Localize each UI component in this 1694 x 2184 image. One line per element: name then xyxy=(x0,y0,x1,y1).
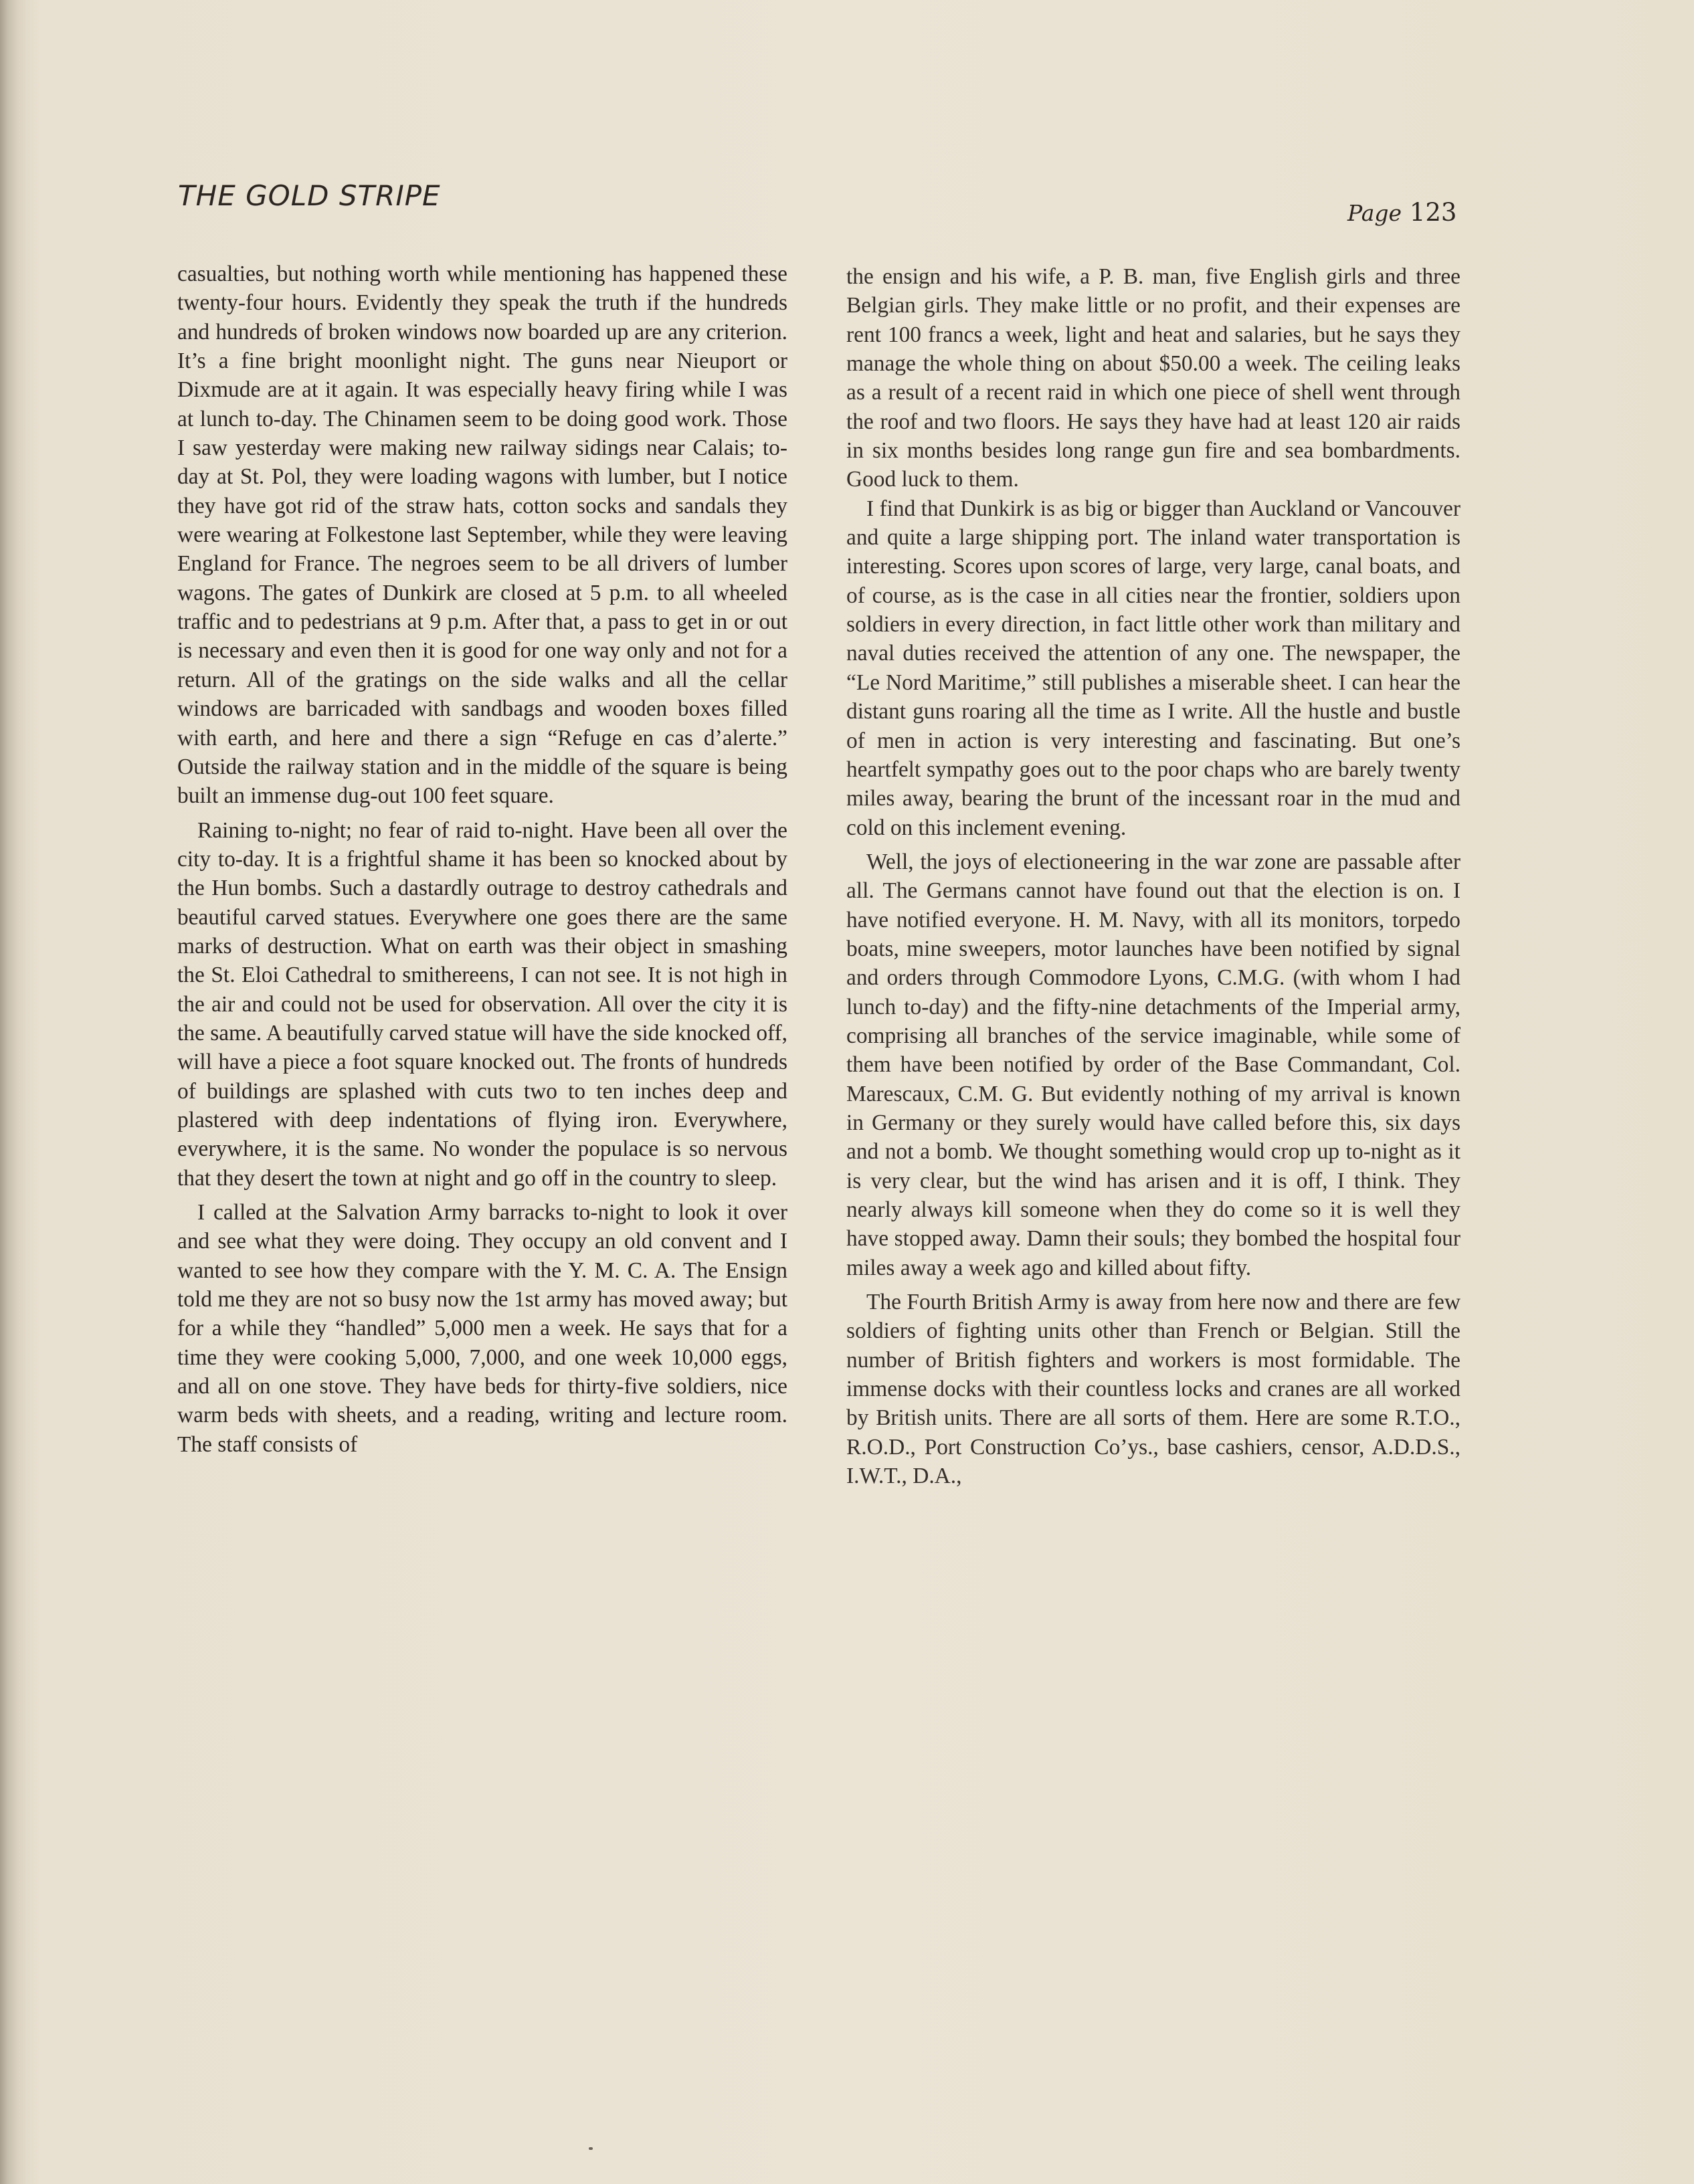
paragraph-left-2: Raining to-night; no fear of raid to-night. Have been all over the city to-day. It is a frightful shame it has been so knocked about by the Hun bombs. Such a dastardly outrage to destroy cathedrals and beautiful carved statues. Everywhere one goes there are the same marks of destruction. What on earth was their object in smashing the St. Eloi Cathedral to smithereens, I can not see. It is not high in the air and could not be used for observation. All over the city it is the same. A beautifully carved statue will have the side knocked off, will have a piece a foot square knocked out. The fronts of hundreds of buildings are splashed with cuts two to ten inches deep and plastered with deep indentations of flying iron. Everywhere, everywhere, it is the same. No wonder the populace is so nervous that they desert the town at night and go off in the country to sleep. xyxy=(177,817,787,1191)
left-column xyxy=(177,260,787,1459)
binding-edge xyxy=(0,0,27,2184)
paper-speck xyxy=(589,2147,593,2150)
paragraph-left-1: casualties, but nothing worth while mentioning has happened these twenty-four hours. Evidently they speak the truth if the hundreds and hundreds of broken windows now boarded up are any criterion. It’s a fine bright moonlight night. The guns near Nieuport or Dixmude are at it again. It was especially heavy firing while I was at lunch to-day. The Chinamen seem to be doing good work. Those I saw yesterday were making new railway sidings near Calais; to-day at St. Pol, they were loading wagons with lumber, but I notice they have got rid of the straw hats, cotton socks and sandals they were wearing at Folkestone last September, while they were leaving England for France. The negroes seem to be all drivers of lumber wagons. The gates of Dunkirk are closed at 5 p.m. to all wheeled traffic and to pedestrians at 9 p.m. After that, a pass to get in or out is necessary and even then it is good for one way only and not for a return. All of the gratings on the side walks and all the cellar windows are barricaded with sandbags and wooden boxes filled with earth, and here and there a sign “Refuge en cas d’alerte.” Outside the railway station and in the middle of the square is being built an immense dug-out 100 feet square. xyxy=(177,262,787,809)
page-number xyxy=(1347,198,1456,227)
paragraph-right-1: the ensign and his wife, a P. B. man, five English girls and three Belgian girls. They make little or no profit, and their expenses are rent 100 francs a week, light and heat and salaries, but he says they manage the whole thing on about $50.00 a week. The ceiling leaks as a result of a recent raid in which one piece of shell went through the roof and two floors. He says they have had at least 120 air raids in six months besides long range gun fire and sea bombardments. Good luck to them. xyxy=(846,264,1461,492)
paragraph-right-4: The Fourth British Army is away from here now and there are few soldiers of fighting units other than French or Belgian. Still the number of British fighters and workers is most formidable. The immense docks with their countless locks and cranes are all worked by British units. There are all sorts of them. Here are some R.T.O., R.O.D., Port Construction Co’ys., base cashiers, censor, A.D.D.S., I.W.T., D.A., xyxy=(846,1290,1461,1489)
page-label: Page xyxy=(1347,200,1402,226)
right-column xyxy=(846,262,1461,1490)
paragraph-right-2: I find that Dunkirk is as big or bigger than Auckland or Vancouver and quite a large shipping port. The inland water transportation is interesting. Scores upon scores of large, very large, canal boats, and of course, as is the case in all cities near the frontier, soldiers upon soldiers in every direction, in fact little other work than military and naval duties received the attention of any one. The newspaper, the “Le Nord Maritime,” still publishes a miserable sheet. I can hear the distant guns roaring all the time as I write. All the hustle and bustle of men in action is very interesting and fascinating. But one’s heartfelt sympathy goes out to the poor chaps who are barely twenty miles away, bearing the brunt of the incessant roar in the mud and cold on this inclement evening. xyxy=(846,496,1461,840)
page-number-value: 123 xyxy=(1409,198,1457,227)
paragraph-right-3: Well, the joys of electioneering in the war zone are passable after all. The Germans cannot have found out that the election is on. I have notified everyone. H. M. Navy, with all its monitors, torpedo boats, mine sweepers, motor launches have been notified by signal and orders through Commodore Lyons, C.M.G. (with whom I had lunch to-day) and the fifty-nine detachments of the Imperial army, comprising all branches of the service imaginable, while some of them have been notified by order of the Base Commandant, Col. Marescaux, C.M. G. But evidently nothing of my arrival is known in Germany or they surely would have called before this, six days and not a bomb. We thought something would crop up to-night as it is very clear, but the wind has arisen and it is off, I think. They nearly always kill someone when they do come so it is well they have stopped away. Damn their souls; they bombed the hospital four miles away a week ago and killed about fifty. xyxy=(846,849,1461,1280)
paragraph-left-3: I called at the Salvation Army barracks to-night to look it over and see what they were doing. They occupy an old convent and I wanted to see how they compare with the Y. M. C. A. The Ensign told me they are not so busy now the 1st army has moved away; but for a while they “handled” 5,000 men a week. He says that for a time they were cooking 5,000, 7,000, and one week 10,000 eggs, and all on one stove. They have beds for thirty-five soldiers, nice warm beds with sheets, and a reading, writing and lecture room. The staff consists of xyxy=(177,1200,787,1457)
running-title: THE GOLD STRIPE xyxy=(178,179,441,212)
